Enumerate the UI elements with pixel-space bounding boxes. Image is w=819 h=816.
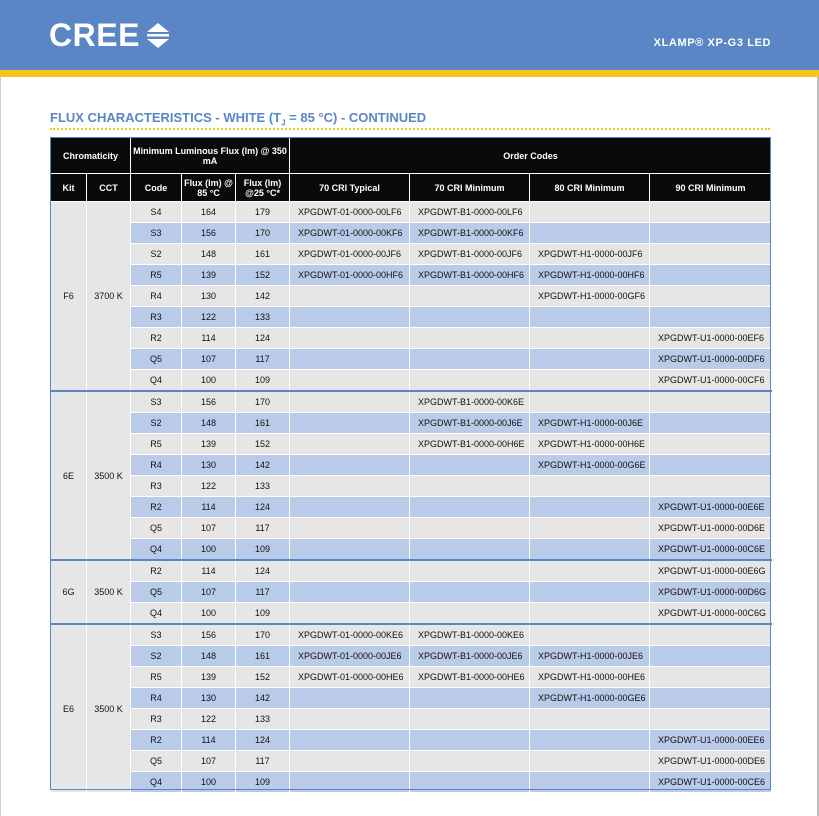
order-code-90cri-min bbox=[650, 646, 772, 667]
code-cell: R5 bbox=[131, 667, 182, 688]
order-code-70cri-min bbox=[410, 709, 530, 730]
table-row bbox=[51, 286, 772, 307]
order-code-90cri-min: XPGDWT-U1-0000-00EF6 bbox=[650, 328, 772, 349]
order-code-80cri-min bbox=[530, 349, 650, 370]
code-cell: R4 bbox=[131, 455, 182, 476]
kit-cell: E6 bbox=[51, 624, 87, 793]
table-row bbox=[51, 730, 772, 751]
header-70cri-typical: 70 CRI Typical bbox=[290, 174, 410, 202]
order-code-80cri-min bbox=[530, 560, 650, 582]
flux-85-cell: 122 bbox=[182, 307, 236, 328]
flux-85-cell: 114 bbox=[182, 730, 236, 751]
order-code-90cri-min bbox=[650, 223, 772, 244]
code-cell: Q4 bbox=[131, 539, 182, 561]
table-row bbox=[51, 497, 772, 518]
flux-85-cell: 156 bbox=[182, 223, 236, 244]
header-order-codes: Order Codes bbox=[290, 138, 772, 174]
order-code-70cri-typical bbox=[290, 539, 410, 561]
flux-85-cell: 107 bbox=[182, 518, 236, 539]
order-code-90cri-min: XPGDWT-U1-0000-00CE6 bbox=[650, 772, 772, 793]
order-code-70cri-typical bbox=[290, 709, 410, 730]
code-cell: Q5 bbox=[131, 582, 182, 603]
code-cell: Q5 bbox=[131, 751, 182, 772]
table-row bbox=[51, 709, 772, 730]
table-row bbox=[51, 265, 772, 286]
flux-25-cell: 161 bbox=[236, 646, 290, 667]
code-cell: S3 bbox=[131, 391, 182, 413]
table-row bbox=[51, 603, 772, 625]
order-code-80cri-min bbox=[530, 624, 650, 646]
order-code-70cri-typical bbox=[290, 497, 410, 518]
flux-85-cell: 122 bbox=[182, 709, 236, 730]
flux-25-cell: 124 bbox=[236, 328, 290, 349]
order-code-70cri-min: XPGDWT-B1-0000-00HF6 bbox=[410, 265, 530, 286]
kit-group bbox=[51, 560, 772, 624]
table-row bbox=[51, 518, 772, 539]
order-code-80cri-min: XPGDWT-H1-0000-00GF6 bbox=[530, 286, 650, 307]
order-code-70cri-min: XPGDWT-B1-0000-00J6E bbox=[410, 413, 530, 434]
order-code-70cri-typical bbox=[290, 582, 410, 603]
table-row bbox=[51, 370, 772, 392]
order-code-80cri-min bbox=[530, 709, 650, 730]
flux-table bbox=[50, 137, 772, 793]
order-code-70cri-min bbox=[410, 455, 530, 476]
order-code-70cri-min bbox=[410, 497, 530, 518]
flux-25-cell: 117 bbox=[236, 349, 290, 370]
table-row bbox=[51, 413, 772, 434]
table-row bbox=[51, 476, 772, 497]
order-code-70cri-min bbox=[410, 307, 530, 328]
order-code-90cri-min: XPGDWT-U1-0000-00D6G bbox=[650, 582, 772, 603]
cree-logo bbox=[49, 17, 171, 53]
order-code-90cri-min bbox=[650, 688, 772, 709]
order-code-80cri-min bbox=[530, 370, 650, 392]
flux-25-cell: 117 bbox=[236, 582, 290, 603]
table-row bbox=[51, 434, 772, 455]
code-cell: S2 bbox=[131, 413, 182, 434]
table-row bbox=[51, 772, 772, 793]
order-code-80cri-min bbox=[530, 751, 650, 772]
order-code-70cri-typical bbox=[290, 603, 410, 625]
order-code-90cri-min: XPGDWT-U1-0000-00C6E bbox=[650, 539, 772, 561]
order-code-70cri-min bbox=[410, 751, 530, 772]
page-border-left bbox=[0, 0, 1, 816]
order-code-70cri-typical bbox=[290, 391, 410, 413]
flux-85-cell: 114 bbox=[182, 328, 236, 349]
flux-25-cell: 109 bbox=[236, 603, 290, 625]
order-code-70cri-typical bbox=[290, 476, 410, 497]
order-code-70cri-typical: XPGDWT-01-0000-00HF6 bbox=[290, 265, 410, 286]
order-code-70cri-min bbox=[410, 603, 530, 625]
flux-85-cell: 114 bbox=[182, 497, 236, 518]
order-code-80cri-min bbox=[530, 730, 650, 751]
order-code-90cri-min bbox=[650, 391, 772, 413]
kit-cell: F6 bbox=[51, 202, 87, 392]
order-code-80cri-min bbox=[530, 328, 650, 349]
code-cell: Q4 bbox=[131, 603, 182, 625]
order-code-70cri-min: XPGDWT-B1-0000-00KF6 bbox=[410, 223, 530, 244]
code-cell: S3 bbox=[131, 223, 182, 244]
flux-85-cell: 130 bbox=[182, 286, 236, 307]
section-title-post: = 85 °C) - CONTINUED bbox=[285, 110, 427, 125]
order-code-70cri-typical: XPGDWT-01-0000-00LF6 bbox=[290, 202, 410, 223]
order-code-80cri-min bbox=[530, 497, 650, 518]
code-cell: R3 bbox=[131, 476, 182, 497]
flux-25-cell: 152 bbox=[236, 265, 290, 286]
order-code-70cri-min: XPGDWT-B1-0000-00JF6 bbox=[410, 244, 530, 265]
order-code-90cri-min bbox=[650, 265, 772, 286]
flux-85-cell: 130 bbox=[182, 688, 236, 709]
order-code-70cri-min bbox=[410, 518, 530, 539]
order-code-70cri-typical bbox=[290, 370, 410, 392]
order-code-70cri-typical bbox=[290, 434, 410, 455]
order-code-70cri-min bbox=[410, 328, 530, 349]
order-code-80cri-min bbox=[530, 202, 650, 223]
code-cell: R2 bbox=[131, 730, 182, 751]
order-code-80cri-min bbox=[530, 223, 650, 244]
code-cell: S2 bbox=[131, 646, 182, 667]
order-code-70cri-typical bbox=[290, 730, 410, 751]
order-code-80cri-min: XPGDWT-H1-0000-00JE6 bbox=[530, 646, 650, 667]
table-row bbox=[51, 455, 772, 476]
code-cell: Q4 bbox=[131, 772, 182, 793]
flux-25-cell: 133 bbox=[236, 476, 290, 497]
table-row bbox=[51, 328, 772, 349]
section-title bbox=[50, 110, 426, 128]
flux-85-cell: 100 bbox=[182, 539, 236, 561]
code-cell: Q5 bbox=[131, 518, 182, 539]
order-code-90cri-min: XPGDWT-U1-0000-00E6E bbox=[650, 497, 772, 518]
order-code-90cri-min bbox=[650, 202, 772, 223]
order-code-90cri-min: XPGDWT-U1-0000-00DF6 bbox=[650, 349, 772, 370]
code-cell: S3 bbox=[131, 624, 182, 646]
order-code-90cri-min bbox=[650, 434, 772, 455]
order-code-70cri-typical: XPGDWT-01-0000-00JE6 bbox=[290, 646, 410, 667]
product-name: XLAMP® XP-G3 LED bbox=[653, 37, 771, 49]
order-code-80cri-min bbox=[530, 603, 650, 625]
table-row bbox=[51, 751, 772, 772]
flux-85-cell: 130 bbox=[182, 455, 236, 476]
flux-85-cell: 114 bbox=[182, 560, 236, 582]
code-cell: R5 bbox=[131, 265, 182, 286]
flux-85-cell: 107 bbox=[182, 751, 236, 772]
flux-25-cell: 170 bbox=[236, 223, 290, 244]
header-90cri-min: 90 CRI Minimum bbox=[650, 174, 772, 202]
order-code-70cri-typical bbox=[290, 328, 410, 349]
header-accent-bar bbox=[0, 70, 819, 77]
order-code-70cri-typical bbox=[290, 307, 410, 328]
table-row bbox=[51, 667, 772, 688]
code-cell: R3 bbox=[131, 709, 182, 730]
code-cell: S4 bbox=[131, 202, 182, 223]
order-code-80cri-min: XPGDWT-H1-0000-00J6E bbox=[530, 413, 650, 434]
code-cell: Q4 bbox=[131, 370, 182, 392]
order-code-80cri-min bbox=[530, 582, 650, 603]
order-code-80cri-min: XPGDWT-H1-0000-00HF6 bbox=[530, 265, 650, 286]
order-code-70cri-min bbox=[410, 349, 530, 370]
order-code-70cri-min: XPGDWT-B1-0000-00KE6 bbox=[410, 624, 530, 646]
order-code-90cri-min: XPGDWT-U1-0000-00EE6 bbox=[650, 730, 772, 751]
logo-text: CREE bbox=[49, 17, 140, 53]
flux-25-cell: 124 bbox=[236, 560, 290, 582]
flux-85-cell: 139 bbox=[182, 434, 236, 455]
flux-85-cell: 107 bbox=[182, 349, 236, 370]
flux-85-cell: 122 bbox=[182, 476, 236, 497]
order-code-70cri-min: XPGDWT-B1-0000-00HE6 bbox=[410, 667, 530, 688]
order-code-90cri-min: XPGDWT-U1-0000-00CF6 bbox=[650, 370, 772, 392]
flux-25-cell: 161 bbox=[236, 413, 290, 434]
page-header bbox=[0, 0, 819, 70]
flux-85-cell: 148 bbox=[182, 413, 236, 434]
order-code-80cri-min bbox=[530, 307, 650, 328]
order-code-70cri-min: XPGDWT-B1-0000-00K6E bbox=[410, 391, 530, 413]
flux-25-cell: 133 bbox=[236, 307, 290, 328]
order-code-80cri-min bbox=[530, 772, 650, 793]
order-code-90cri-min bbox=[650, 307, 772, 328]
kit-cell: 6G bbox=[51, 560, 87, 624]
flux-25-cell: 179 bbox=[236, 202, 290, 223]
order-code-70cri-min bbox=[410, 560, 530, 582]
code-cell: R4 bbox=[131, 688, 182, 709]
order-code-70cri-typical: XPGDWT-01-0000-00JF6 bbox=[290, 244, 410, 265]
order-code-70cri-min bbox=[410, 286, 530, 307]
order-code-70cri-typical bbox=[290, 455, 410, 476]
table-row bbox=[51, 646, 772, 667]
order-code-70cri-min bbox=[410, 772, 530, 793]
flux-85-cell: 156 bbox=[182, 624, 236, 646]
order-code-70cri-typical bbox=[290, 688, 410, 709]
order-code-80cri-min: XPGDWT-H1-0000-00G6E bbox=[530, 455, 650, 476]
table-row bbox=[51, 244, 772, 265]
order-code-70cri-min bbox=[410, 539, 530, 561]
kit-group bbox=[51, 391, 772, 560]
cct-cell: 3500 K bbox=[87, 624, 131, 793]
code-cell: R2 bbox=[131, 328, 182, 349]
code-cell: R2 bbox=[131, 497, 182, 518]
table-row bbox=[51, 560, 772, 582]
logo-arrows-icon bbox=[145, 21, 171, 49]
order-code-90cri-min: XPGDWT-U1-0000-00E6G bbox=[650, 560, 772, 582]
table-row bbox=[51, 391, 772, 413]
code-cell: R3 bbox=[131, 307, 182, 328]
flux-25-cell: 109 bbox=[236, 539, 290, 561]
order-code-70cri-min bbox=[410, 688, 530, 709]
flux-85-cell: 107 bbox=[182, 582, 236, 603]
table-row bbox=[51, 349, 772, 370]
flux-85-cell: 164 bbox=[182, 202, 236, 223]
table-row bbox=[51, 582, 772, 603]
order-code-80cri-min: XPGDWT-H1-0000-00HE6 bbox=[530, 667, 650, 688]
order-code-70cri-typical: XPGDWT-01-0000-00KE6 bbox=[290, 624, 410, 646]
header-70cri-min: 70 CRI Minimum bbox=[410, 174, 530, 202]
order-code-90cri-min bbox=[650, 624, 772, 646]
order-code-80cri-min bbox=[530, 476, 650, 497]
code-cell: S2 bbox=[131, 244, 182, 265]
order-code-70cri-typical bbox=[290, 518, 410, 539]
flux-85-cell: 100 bbox=[182, 772, 236, 793]
title-divider bbox=[50, 128, 770, 130]
section-title-subscript: J bbox=[281, 118, 286, 128]
table-row bbox=[51, 307, 772, 328]
flux-25-cell: 142 bbox=[236, 688, 290, 709]
cct-cell: 3500 K bbox=[87, 391, 131, 560]
order-code-80cri-min bbox=[530, 391, 650, 413]
table-row bbox=[51, 202, 772, 223]
order-code-90cri-min bbox=[650, 709, 772, 730]
order-code-90cri-min bbox=[650, 413, 772, 434]
table-header bbox=[51, 138, 772, 202]
flux-85-cell: 100 bbox=[182, 603, 236, 625]
flux-85-cell: 139 bbox=[182, 667, 236, 688]
order-code-70cri-typical bbox=[290, 560, 410, 582]
order-code-70cri-typical bbox=[290, 413, 410, 434]
table-row bbox=[51, 688, 772, 709]
order-code-70cri-min bbox=[410, 476, 530, 497]
cct-cell: 3700 K bbox=[87, 202, 131, 392]
order-code-70cri-typical bbox=[290, 286, 410, 307]
kit-group bbox=[51, 624, 772, 793]
header-flux-85: Flux (lm) @ 85 °C bbox=[182, 174, 236, 202]
order-code-70cri-min bbox=[410, 370, 530, 392]
cct-cell: 3500 K bbox=[87, 560, 131, 624]
section-title-pre: FLUX CHARACTERISTICS - WHITE (T bbox=[50, 110, 282, 125]
order-code-70cri-min: XPGDWT-B1-0000-00LF6 bbox=[410, 202, 530, 223]
order-code-80cri-min bbox=[530, 518, 650, 539]
order-code-70cri-typical bbox=[290, 772, 410, 793]
flux-25-cell: 133 bbox=[236, 709, 290, 730]
order-code-90cri-min: XPGDWT-U1-0000-00C6G bbox=[650, 603, 772, 625]
flux-85-cell: 139 bbox=[182, 265, 236, 286]
order-code-80cri-min: XPGDWT-H1-0000-00JF6 bbox=[530, 244, 650, 265]
order-code-70cri-typical: XPGDWT-01-0000-00HE6 bbox=[290, 667, 410, 688]
order-code-70cri-min bbox=[410, 730, 530, 751]
order-code-90cri-min bbox=[650, 286, 772, 307]
flux-85-cell: 100 bbox=[182, 370, 236, 392]
flux-25-cell: 142 bbox=[236, 455, 290, 476]
order-code-70cri-typical bbox=[290, 349, 410, 370]
header-cct: CCT bbox=[87, 174, 131, 202]
order-code-70cri-typical: XPGDWT-01-0000-00KF6 bbox=[290, 223, 410, 244]
order-code-70cri-typical bbox=[290, 751, 410, 772]
flux-25-cell: 117 bbox=[236, 751, 290, 772]
flux-25-cell: 124 bbox=[236, 497, 290, 518]
flux-25-cell: 142 bbox=[236, 286, 290, 307]
flux-25-cell: 152 bbox=[236, 667, 290, 688]
header-code: Code bbox=[131, 174, 182, 202]
code-cell: R2 bbox=[131, 560, 182, 582]
order-code-90cri-min: XPGDWT-U1-0000-00D6E bbox=[650, 518, 772, 539]
order-code-70cri-min: XPGDWT-B1-0000-00JE6 bbox=[410, 646, 530, 667]
flux-85-cell: 156 bbox=[182, 391, 236, 413]
flux-85-cell: 148 bbox=[182, 646, 236, 667]
header-min-flux: Minimum Luminous Flux (lm) @ 350 mA bbox=[131, 138, 290, 174]
order-code-70cri-min bbox=[410, 582, 530, 603]
flux-25-cell: 170 bbox=[236, 624, 290, 646]
flux-25-cell: 117 bbox=[236, 518, 290, 539]
table-row bbox=[51, 624, 772, 646]
code-cell: Q5 bbox=[131, 349, 182, 370]
order-code-80cri-min: XPGDWT-H1-0000-00H6E bbox=[530, 434, 650, 455]
order-code-90cri-min bbox=[650, 476, 772, 497]
order-code-80cri-min: XPGDWT-H1-0000-00GE6 bbox=[530, 688, 650, 709]
code-cell: R5 bbox=[131, 434, 182, 455]
flux-85-cell: 148 bbox=[182, 244, 236, 265]
flux-25-cell: 170 bbox=[236, 391, 290, 413]
flux-25-cell: 161 bbox=[236, 244, 290, 265]
order-code-90cri-min bbox=[650, 244, 772, 265]
order-code-90cri-min bbox=[650, 667, 772, 688]
header-80cri-min: 80 CRI Minimum bbox=[530, 174, 650, 202]
header-chromaticity: Chromaticity bbox=[51, 138, 131, 174]
kit-group bbox=[51, 202, 772, 392]
code-cell: R4 bbox=[131, 286, 182, 307]
table-row bbox=[51, 539, 772, 561]
order-code-90cri-min: XPGDWT-U1-0000-00DE6 bbox=[650, 751, 772, 772]
order-code-80cri-min bbox=[530, 539, 650, 561]
order-code-90cri-min bbox=[650, 455, 772, 476]
header-flux-25: Flux (lm) @25 °C* bbox=[236, 174, 290, 202]
order-code-70cri-min: XPGDWT-B1-0000-00H6E bbox=[410, 434, 530, 455]
flux-25-cell: 109 bbox=[236, 370, 290, 392]
kit-cell: 6E bbox=[51, 391, 87, 560]
flux-25-cell: 124 bbox=[236, 730, 290, 751]
flux-25-cell: 152 bbox=[236, 434, 290, 455]
header-kit: Kit bbox=[51, 174, 87, 202]
flux-25-cell: 109 bbox=[236, 772, 290, 793]
table-row bbox=[51, 223, 772, 244]
